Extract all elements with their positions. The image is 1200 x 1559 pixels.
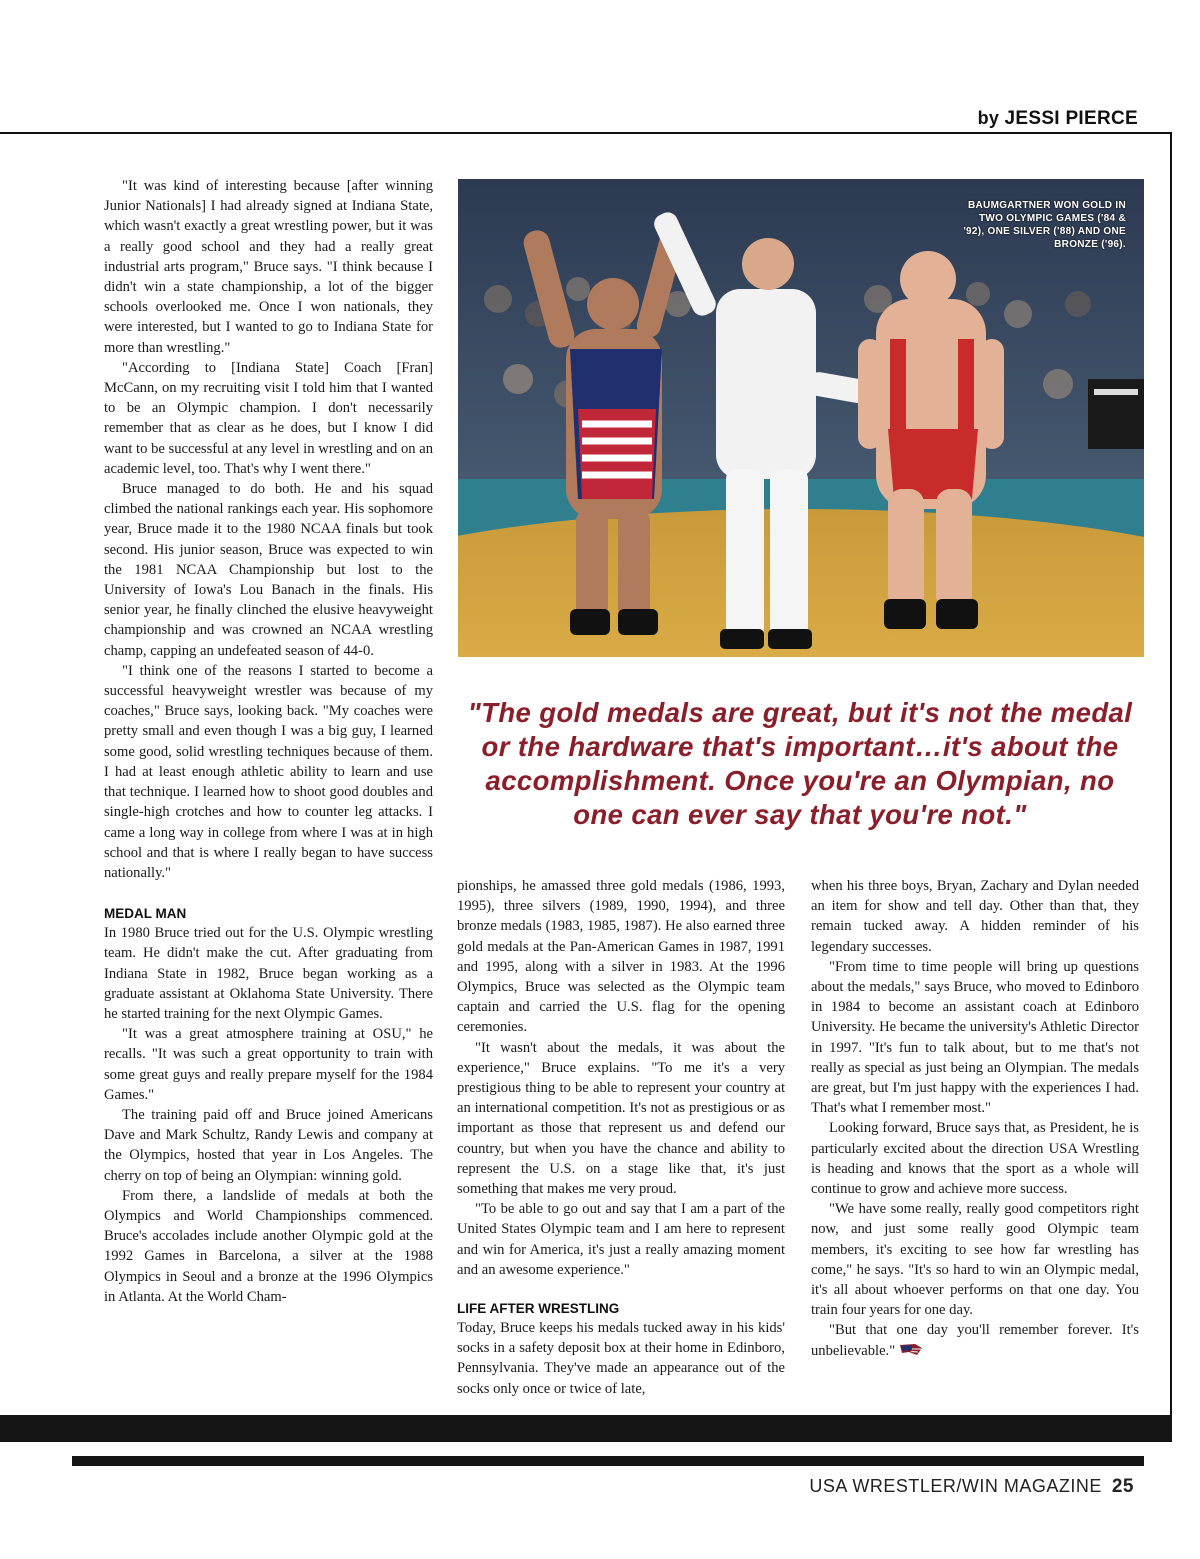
paragraph-final-text: "But that one day you'll remember forever. It's unbelievable." xyxy=(811,1322,1139,1359)
paragraph: "It was a great atmosphere training at OSU," he recalls. "It was such a great opportunity to train with some great guys and really prepare myself for the 1984 Games." xyxy=(104,1026,433,1103)
paragraph: The training paid off and Bruce joined Americans Dave and Mark Schultz, Randy Lewis and company at the Olympics, hosted that year in Los Angeles. The cherry on top of being an Olympian: winning gold. xyxy=(104,1106,433,1184)
paragraph: "It wasn't about the medals, it was about the experience," Bruce explains. "To me it's a very prestigious thing to be able to represent your country at an international competition. It's not as prestigious or as important as those that represent us and defend our country, but when you have the chance and ability to represent the U.S. on a stage like that, it's just something that makes me very proud. xyxy=(457,1039,785,1198)
photo-caption: BAUMGARTNER WON GOLD IN TWO OLYMPIC GAMES ('84 & '92), ONE SILVER ('88) AND ONE BRONZE ('96). xyxy=(963,200,1126,250)
section-heading-medal-man: MEDAL MAN xyxy=(104,906,187,922)
article-column-3 xyxy=(811,876,1139,1361)
paragraph: "It was kind of interesting because [after winning Junior Nationals] I had already signed at Indiana State, which wasn't exactly a great wrestling power, but it was a really good school and they had a really great industrial arts program," Bruce says. "I think because I didn't win a state championship, a lot of the bigger schools overlooked me. Once I won nationals, they were interested, but I wanted to go to Indiana State for more than wrestling." xyxy=(104,178,433,356)
article-column-1 xyxy=(104,176,433,1307)
paragraph-final xyxy=(811,1320,1139,1360)
paragraph: "From time to time people will bring up questions about the medals," says Bruce, who moved to Edinboro in 1984 to become an assistant coach at Edinboro University. He became the university's Athletic Director in 1997. "It's fun to talk about, but to me that's not really as special as just being an Olympian. The medals are great, but I'm just happy with the experiences I had. That's what I remember most." xyxy=(811,958,1139,1117)
section-heading-life-after-wrestling: LIFE AFTER WRESTLING xyxy=(457,1301,620,1317)
frame-right-rule xyxy=(1170,132,1172,1440)
wrestling-photo xyxy=(458,179,1144,657)
paragraph: Looking forward, Bruce says that, as President, he is particularly excited about the direction USA Wrestling is heading and knows that the sport as a whole will continue to grow and achieve more success. xyxy=(811,1120,1139,1198)
footer-rule xyxy=(72,1456,1144,1466)
pull-quote: "The gold medals are great, but it's not the medal or the hardware that's important…it's about the accomplishment. Once you're an Olympian, no one can ever say that you're not." xyxy=(467,697,1133,830)
page-number: 25 xyxy=(1111,1476,1134,1497)
paragraph: pionships, he amassed three gold medals (1986, 1993, 1995), three silvers (1989, 1990, 1994), and three bronze medals (1983, 1985, 1987). He also earned three gold medals at the Pan-American Games in 1987, 1991 and 1995, along with a silver in 1983. At the 1996 Olympics, Bruce was selected as the Olympic team captain and carried the U.S. flag for the opening ceremonies. xyxy=(457,878,785,1036)
paragraph: "I think one of the reasons I started to become a successful heavyweight wrestler was because of my coaches," Bruce says, looking back. "My coaches were pretty small and even though I was a big guy, I learned some good, solid wrestling techniques because of them. I had at least enough athletic ability to learn and use that technique. I learned how to shoot good doubles and single-high crotches and how to counter leg attacks. I came a long way in college from where I was at in high school and that is where I really began to have success nationally." xyxy=(104,662,433,881)
byline xyxy=(978,108,1138,130)
bottom-bar xyxy=(0,1415,1172,1442)
paragraph: when his three boys, Bryan, Zachary and Dylan needed an item for show and tell day. Other than that, they remain tucked away. A hidden reminder of his legendary successes. xyxy=(811,878,1139,955)
frame-top-rule xyxy=(0,132,1172,134)
paragraph: "According to [Indiana State] Coach [Fran] McCann, on my recruiting visit I told him that I wanted to be an Olympic champion. I don't necessarily remember that as clear as he does, but I know I did want to be successful at any level in wrestling and on an academic level, too. That's why I went there." xyxy=(104,359,433,477)
byline-author: JESSI PIERCE xyxy=(1004,108,1138,129)
byline-prefix: by xyxy=(977,108,1000,128)
magazine-name: USA WRESTLER/WIN MAGAZINE xyxy=(809,1476,1102,1496)
paragraph: From there, a landslide of medals at both the Olympics and World Championships commenced. Bruce's accolades include another Olympic gold at the 1992 Games in Barcelona, a silver at the 1988 Olympics in Seoul and a bronze at the 1996 Olympics in Atlanta. At the World Cham- xyxy=(104,1187,433,1305)
paragraph: "We have some really, really good competitors right now, and just some really good Olympic team members, it's exciting to see how far wrestling has come," he says. "It's so hard to win an Olympic medal, it's all about whoever performs on that one day. You train four years for one day. xyxy=(811,1201,1139,1319)
paragraph: Today, Bruce keeps his medals tucked away in his kids' socks in a safety deposit box at their home in Edinboro, Pennsylvania. They've made an appearance out of the socks only once or twice of late, xyxy=(457,1320,785,1397)
article-column-2 xyxy=(457,876,785,1399)
paragraph: Bruce managed to do both. He and his squad climbed the national rankings each year. His sophomore year, Bruce made it to the 1980 NCAA finals but took second. His junior season, Bruce was expected to win the 1981 NCAA Championship but lost to the University of Iowa's Lou Banach in the finals. His senior year, he finally clinched the elusive heavyweight championship and was crowned an NCAA wrestling champ, capping an undefeated season of 44-0. xyxy=(104,481,433,659)
paragraph: In 1980 Bruce tried out for the U.S. Olympic wrestling team. He didn't make the cut. After graduating from Indiana State in 1982, Bruce began working as a graduate assistant at Oklahoma State University. There he started training for the next Olympic Games. xyxy=(104,925,433,1022)
paragraph: "To be able to go out and say that I am a part of the United States Olympic team and I am here to represent and win for America, it's just a really amazing moment and an awesome experience." xyxy=(457,1201,785,1278)
usa-wrestling-logo-icon xyxy=(899,1343,923,1356)
page-footer xyxy=(809,1476,1134,1498)
